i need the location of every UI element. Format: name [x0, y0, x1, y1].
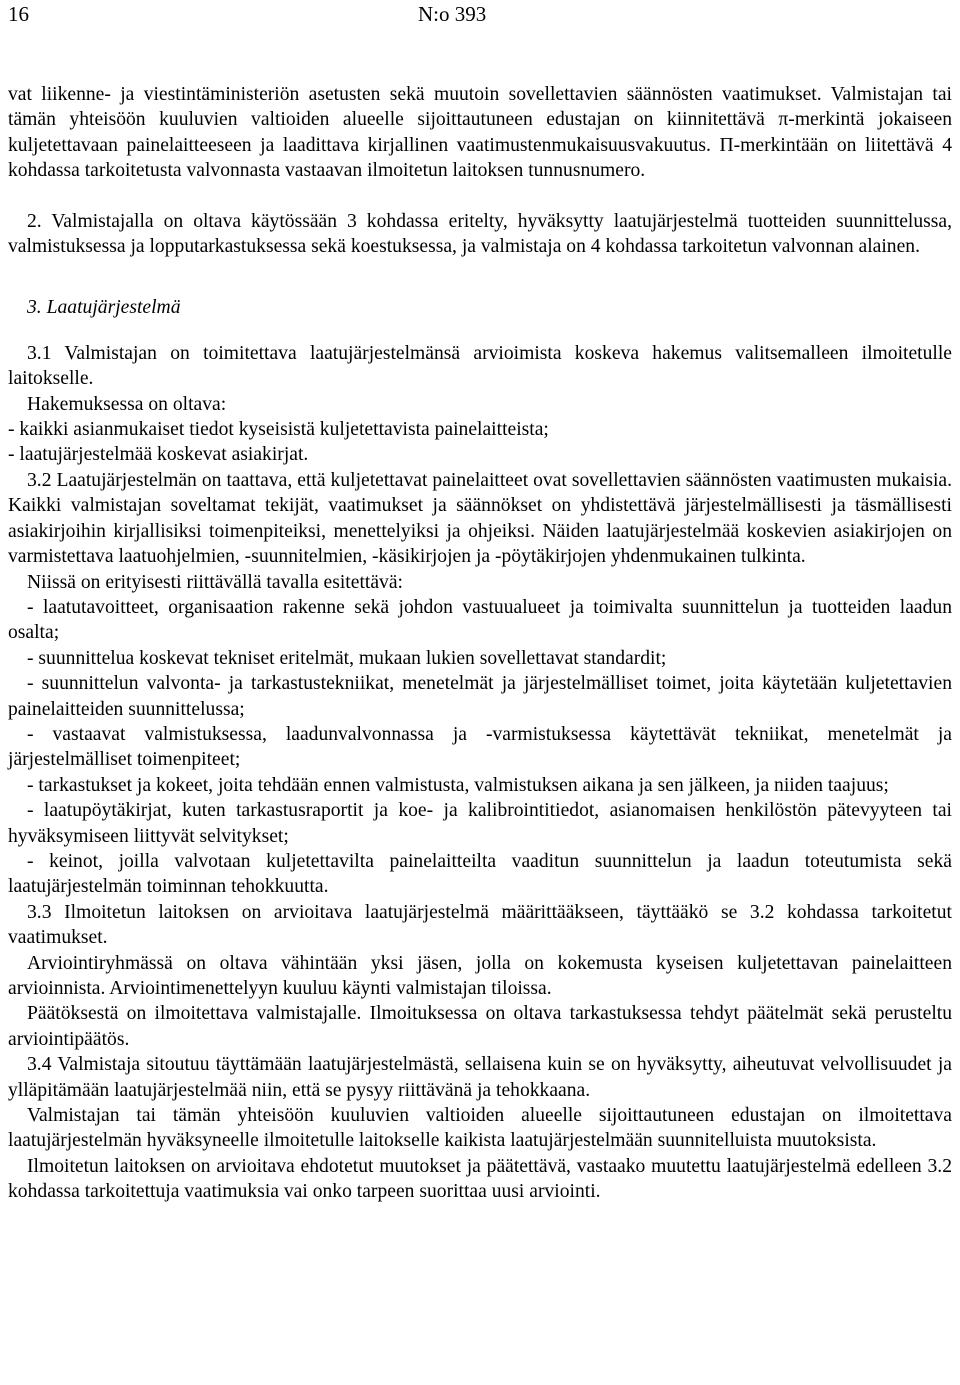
paragraph-3-1-intro: Hakemuksessa on oltava: [27, 393, 227, 415]
issue-number: N:o 393 [418, 2, 487, 26]
section-heading-3: 3. Laatujärjestelmä [27, 297, 181, 319]
paragraph-3-2: 3.2 Laatujärjestelmän on taattava, että kuljetettavat painelaitteet ovat sovellettavien säännösten vaatimusten mukaisia. Kaikki valmistajan soveltamat tekijät, vaatimukset ja säännökset on yhdistettävä järjestelmällisesti ja täsmällisesti asiakirjoihin kirjallisiksi toimenpiteiksi, menettelyiksi ja ohjeiksi. Näiden laatujärjestelmää koskevien asiakirjojen on varmistettava laatuohjelmien, -suunnitelmien, -käsikirjojen ja -pöytäkirjojen yhdenmukainen tulkinta. [8, 469, 952, 568]
paragraph-3-4: 3.4 Valmistaja sitoutuu täyttämään laatujärjestelmästä, sellaisena kuin se on hyväksytty, aiheutuvat velvollisuudet ja ylläpitämään laatujärjestelmää niin, että se pysyy riittävänä ja tehokkaana. [8, 1054, 952, 1101]
list-item: - laatutavoitteet, organisaation rakenne sekä johdon vastuualueet ja toimivalta suunnittelun ja tuotteiden laadun osalta; [8, 596, 952, 644]
paragraph-3-2-intro: Niissä on erityisesti riittävällä tavalla esitettävä: [27, 571, 403, 593]
paragraph-3-4-b: Valmistajan tai tämän yhteisöön kuuluvien valtioiden alueelle sijoittautuneen edustajan on ilmoitettava laatujärjestelmän hyväksyneelle ilmoitetulle laitokselle kaikista laatujärjestelmään suunnitelluista muutoksista. [8, 1105, 952, 1152]
list-item: - tarkastukset ja kokeet, joita tehdään ennen valmistusta, valmistuksen aikana ja sen jälkeen, ja niiden taajuus; [27, 774, 889, 796]
list-item: - kaikki asianmukaiset tiedot kyseisistä kuljetettavista painelaitteista; [8, 419, 549, 441]
paragraph-3-3-c: Päätöksestä on ilmoitettava valmistajalle. Ilmoituksessa on oltava tarkastuksessa tehdyt päätelmät sekä perusteltu arviointipäätös. [8, 1003, 952, 1050]
list-item: - vastaavat valmistuksessa, laadunvalvonnassa ja -varmistuksessa käytettävät tekniikat, menetelmät ja järjestelmälliset toimenpiteet; [8, 723, 952, 771]
list-item: - laatujärjestelmää koskevat asiakirjat. [8, 444, 309, 466]
paragraph-3-3: 3.3 Ilmoitetun laitoksen on arvioitava laatujärjestelmä määrittääkseen, täyttääkö se 3.2 kohdassa tarkoitetut vaatimukset. [8, 901, 952, 949]
paragraph-3-3-b: Arviointiryhmässä on oltava vähintään yksi jäsen, jolla on kokemusta kyseisen kuljetettavan painelaitteen arvioinnista. Arviointimenettelyyn kuuluu käynti valmistajan tiloissa. [8, 952, 952, 999]
list-item: - keinot, joilla valvotaan kuljetettavilta painelaitteilta vaaditun suunnittelun ja laadun toteutumista sekä laatujärjestelmän toiminnan tehokkuutta. [8, 850, 952, 898]
paragraph-3-1: 3.1 Valmistajan on toimitettava laatujärjestelmänsä arvioimista koskeva hakemus valitsemalleen ilmoitetulle laitokselle. [8, 342, 952, 390]
list-item: - suunnittelun valvonta- ja tarkastustekniikat, menetelmät ja järjestelmälliset toimet, joita käytetään kuljetettavien painelaitteiden suunnittelussa; [8, 673, 952, 720]
paragraph-1: vat liikenne- ja viestintäministeriön asetusten sekä muutoin sovellettavien säännösten vaatimukset. Valmistajan tai tämän yhteisöön kuuluvien valtioiden alueelle sijoittautuneen edustajan on kiinnitettävä π-merkintä jokaiseen kuljetettavaan painelaitteeseen ja laadittava kirjallinen vaatimustenmukaisuusvakuutus. Π-merkintään on liitettävä 4 kohdassa tarkoitetusta valvonnasta vastaavan ilmoitetun laitoksen tunnusnumero. [8, 84, 952, 182]
page-number: 16 [8, 2, 29, 26]
list-item: - suunnittelua koskevat tekniset eritelmät, mukaan lukien sovellettavat standardit; [27, 647, 667, 669]
list-item: - laatupöytäkirjat, kuten tarkastusraportit ja koe- ja kalibrointitiedot, asianomaisen henkilöstön pätevyyteen tai hyväksymiseen liittyvät selvitykset; [8, 800, 952, 847]
document-body [8, 82, 952, 1205]
paragraph-2: 2. Valmistajalla on oltava käytössään 3 kohdassa eritelty, hyväksytty laatujärjestelmä tuotteiden suunnittelussa, valmistuksessa ja lopputarkastuksessa sekä koestuksessa, ja valmistaja on 4 kohdassa tarkoitetun valvonnan alainen. [8, 210, 952, 258]
page-header [8, 0, 952, 32]
paragraph-3-4-c: Ilmoitetun laitoksen on arvioitava ehdotetut muutokset ja päätettävä, vastaako muutettu laatujärjestelmä edelleen 3.2 kohdassa tarkoitettuja vaatimuksia vai onko tarpeen suorittaa uusi arviointi. [8, 1155, 952, 1203]
